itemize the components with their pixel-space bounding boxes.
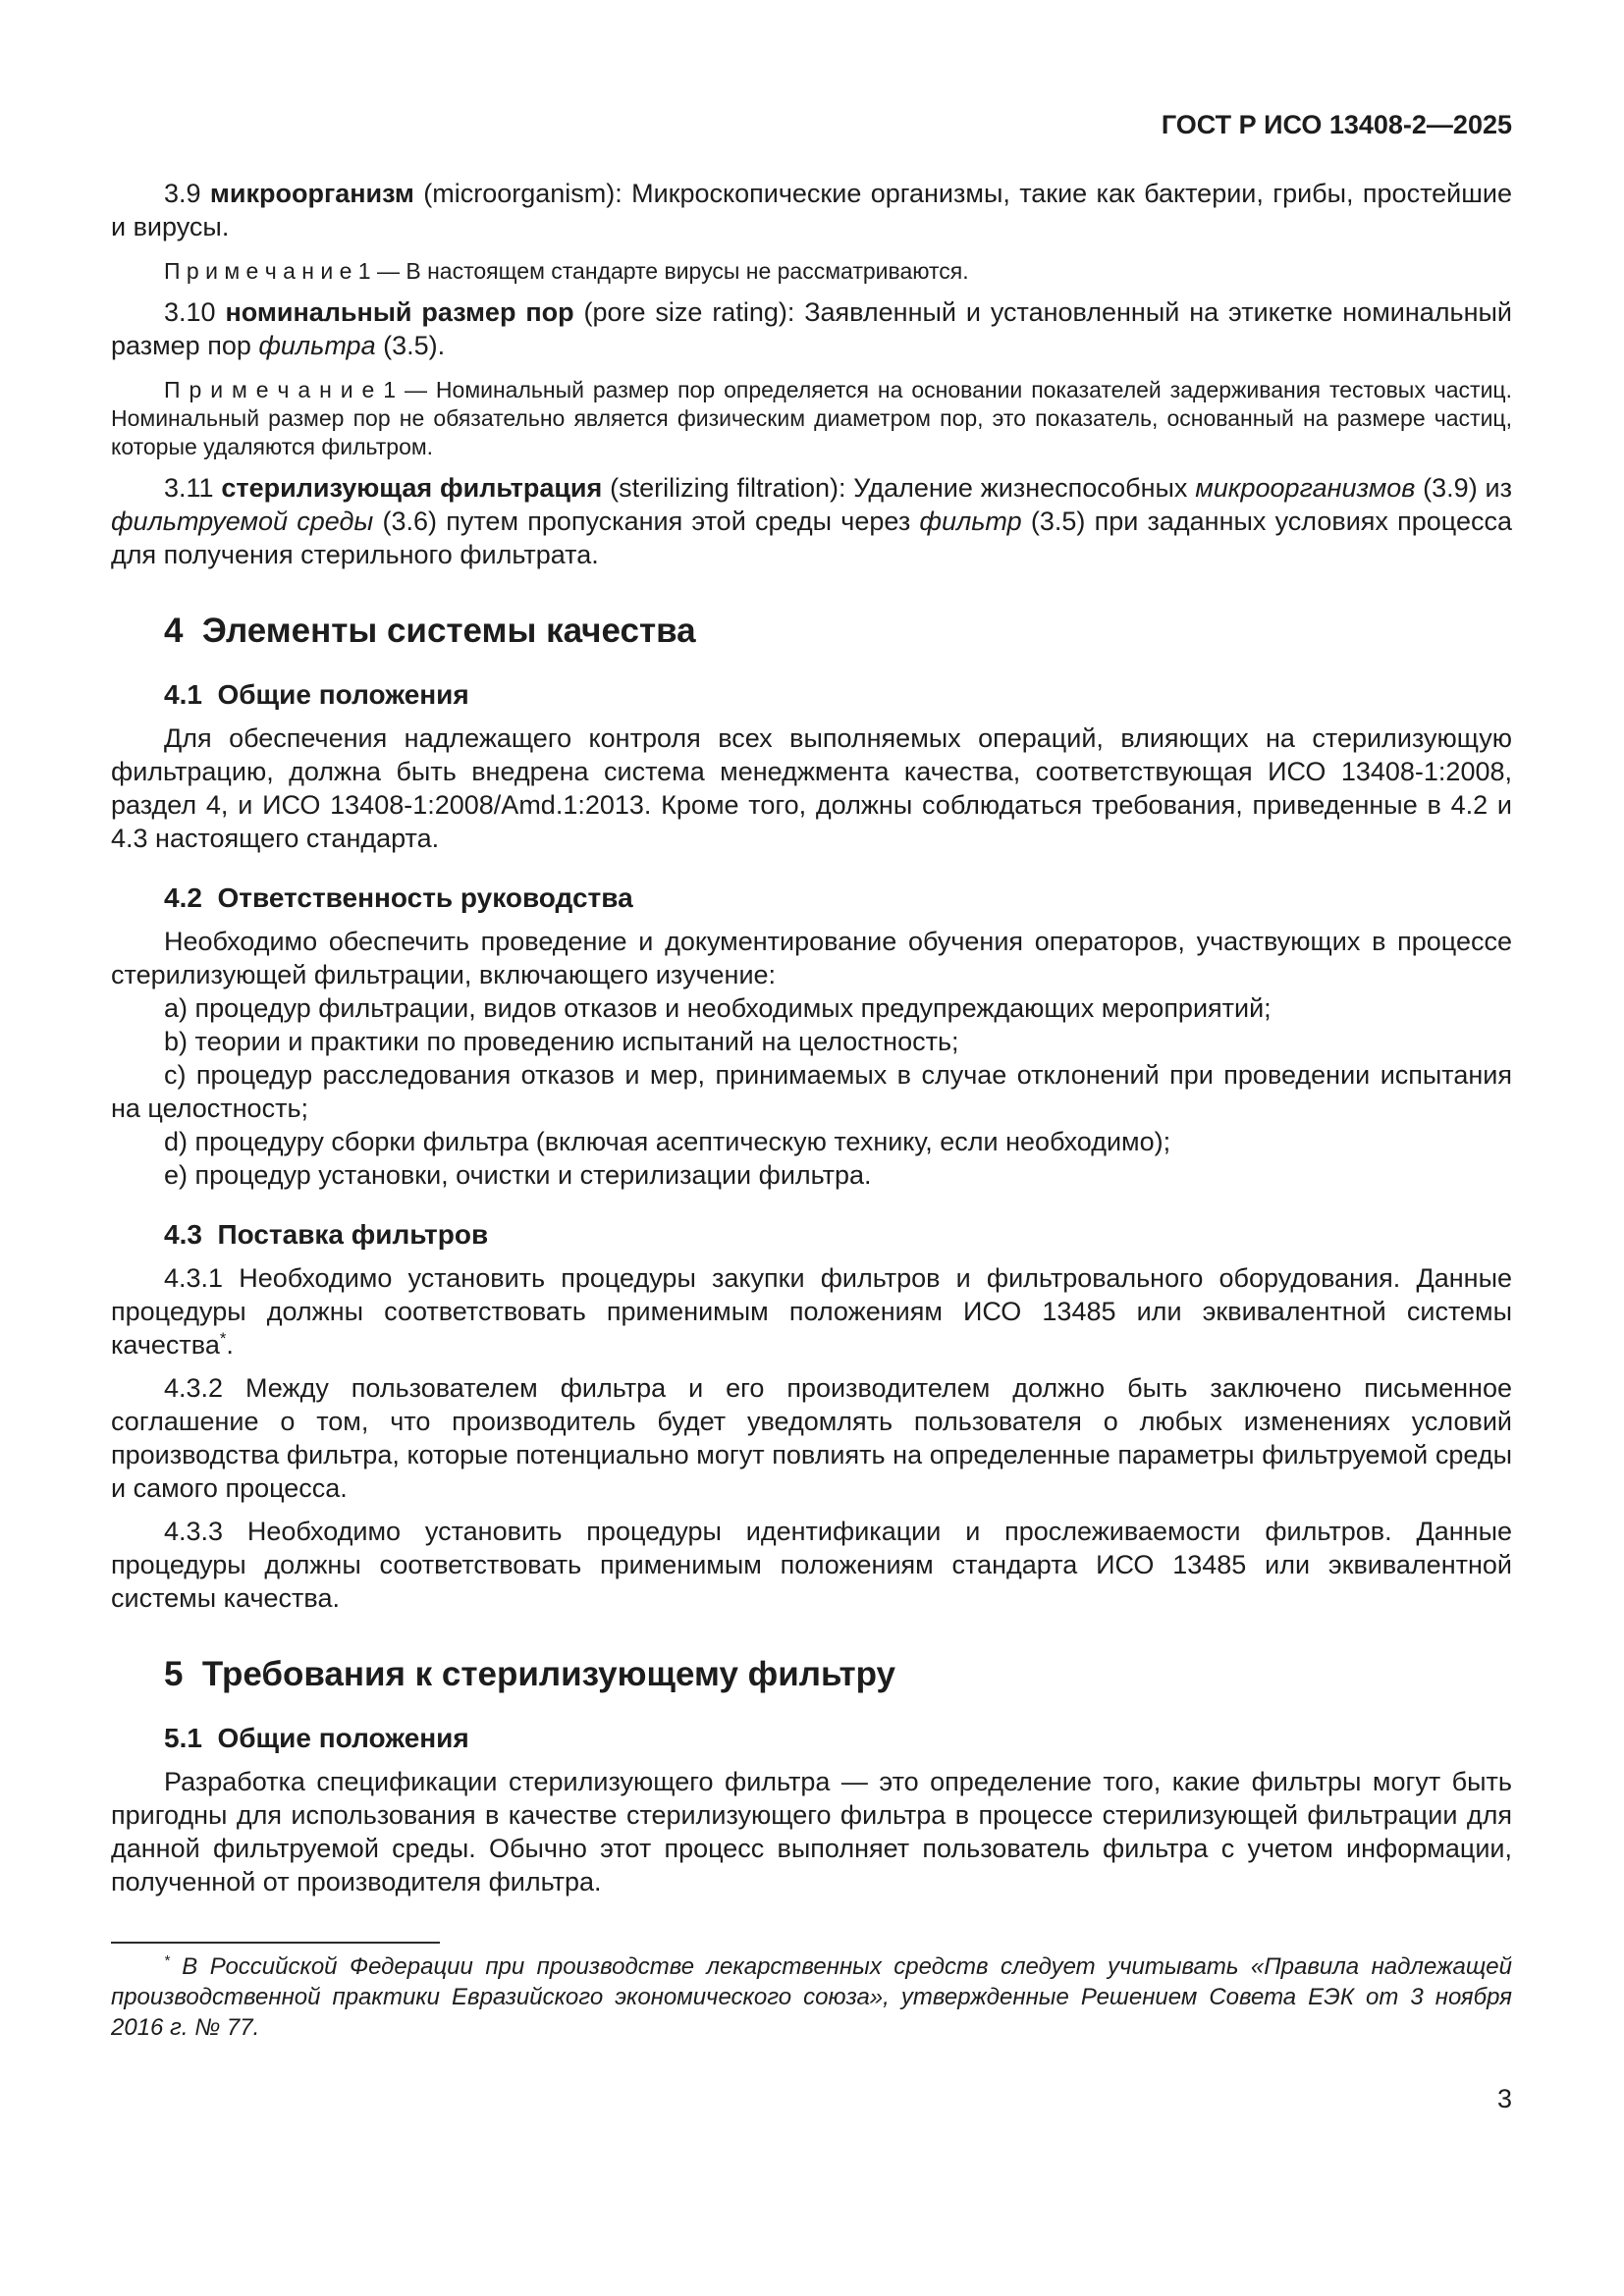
para-4-2-intro bbox=[111, 925, 1512, 991]
para-5-1 bbox=[111, 1765, 1512, 1898]
text-run: * bbox=[219, 1329, 227, 1348]
term-italic: фильтра bbox=[258, 331, 376, 360]
page-number: 3 bbox=[1496, 2084, 1512, 2113]
para-4-3-3 bbox=[111, 1515, 1512, 1615]
term-italic: * bbox=[164, 1953, 170, 1969]
text-run: . bbox=[226, 1330, 234, 1360]
text-run: (3.5). bbox=[375, 331, 446, 360]
heading-4-2 bbox=[111, 881, 1512, 915]
term-bold: стерилизующая фильтрация bbox=[221, 473, 603, 503]
text-run: c) процедур расследования отказов и мер, принимаемых в случае отклонений при проведении испытания на целостность; bbox=[111, 1060, 1512, 1123]
text-run: 4.2 Ответственность руководства bbox=[164, 882, 633, 913]
text-run: (3.9) из bbox=[1415, 473, 1512, 503]
term-italic: фильтр bbox=[919, 507, 1022, 536]
text-run: Необходимо обеспечить проведение и документирование обучения операторов, участвующих в процессе стерилизующей фильтрации, включающего изучение: bbox=[111, 927, 1512, 989]
term-bold: микроорганизм bbox=[209, 179, 414, 208]
footnote-separator bbox=[111, 1942, 440, 1944]
standard-code: ГОСТ Р ИСО 13408-2—2025 bbox=[1161, 110, 1512, 139]
document-header bbox=[111, 108, 1512, 141]
para-3-9 bbox=[111, 177, 1512, 243]
document-footer bbox=[111, 2082, 1512, 2115]
term-bold: номинальный размер пор bbox=[225, 297, 574, 327]
term-italic: микроорганизмов bbox=[1195, 473, 1416, 503]
text-run: Для обеспечения надлежащего контроля всех выполняемых операций, влияющих на стерилизующую фильтрацию, должна быть внедрена система менеджмента качества, соответствующая ИСО 13408-1:2008, раздел 4, и ИСО 13408-1:2008/Amd.1:2013. Кроме того, должны соблюдаться требования, приведенные в 4.2 и 4.3 настоящего стандарта. bbox=[111, 723, 1512, 853]
text-run: (microorganism): Микроскопические организмы, такие как бактерии, грибы, простейшие и вирусы. bbox=[111, 179, 1512, 241]
text-run: 4 Элементы системы качества bbox=[164, 612, 696, 650]
text-run: (pore size rating): Заявленный и установленный на этикетке номинальный размер пор bbox=[111, 297, 1512, 360]
list-item-c bbox=[111, 1058, 1512, 1125]
text-run: 5.1 Общие положения bbox=[164, 1723, 469, 1753]
text-run: П р и м е ч а н и е 1 — В настоящем стандарте вирусы не рассматриваются. bbox=[164, 258, 969, 284]
heading-4 bbox=[111, 611, 1512, 652]
list-item-a bbox=[111, 991, 1512, 1025]
heading-5 bbox=[111, 1654, 1512, 1695]
heading-4-1 bbox=[111, 677, 1512, 712]
note-3-10 bbox=[111, 376, 1512, 461]
text-run: 4.3.3 Необходимо установить процедуры идентификации и прослеживаемости фильтров. Данные процедуры должны соответствовать применимым положениям стандарта ИСО 13485 или эквивалентной системы качества. bbox=[111, 1517, 1512, 1613]
list-item-b bbox=[111, 1025, 1512, 1058]
term-italic: В Российской Федерации при производстве лекарственных средств следует учитывать «Правила надлежащей производственной практики Евразийского экономического союза», утвержденные Решением Совета ЕЭК от 3 ноября 2016 г. № 77. bbox=[111, 1953, 1512, 2041]
text-run: 5 Требования к стерилизующему фильтру bbox=[164, 1655, 895, 1693]
text-run: 3.10 bbox=[164, 297, 226, 327]
text-run: 4.3.1 Необходимо установить процедуры закупки фильтров и фильтровального оборудования. Данные процедуры должны соответствовать применимым положениям ИСО 13485 или эквивалентной системы качества bbox=[111, 1263, 1512, 1360]
para-3-11 bbox=[111, 471, 1512, 571]
text-run: П р и м е ч а н и е 1 — Номинальный размер пор определяется на основании показателей задерживания тестовых частиц. Номинальный размер пор не обязательно является физическим диаметром пор, это показатель, основанный на размере частиц, которые удаляются фильтром. bbox=[111, 377, 1512, 459]
para-4-3-1 bbox=[111, 1261, 1512, 1362]
text-run: 4.1 Общие положения bbox=[164, 679, 469, 710]
para-4-3-2 bbox=[111, 1371, 1512, 1505]
footnote-1 bbox=[111, 1951, 1512, 2043]
text-run: a) процедур фильтрации, видов отказов и необходимых предупреждающих мероприятий; bbox=[164, 993, 1272, 1023]
text-run: e) процедур установки, очистки и стерилизации фильтра. bbox=[164, 1160, 872, 1190]
text-run: (3.6) путем пропускания этой среды через bbox=[373, 507, 920, 536]
term-italic: фильтруемой среды bbox=[111, 507, 374, 536]
list-item-d bbox=[111, 1125, 1512, 1158]
text-run: 3.11 bbox=[164, 473, 222, 503]
heading-5-1 bbox=[111, 1721, 1512, 1755]
text-run: (3.5) при заданных условиях процесса для получения стерильного фильтрата. bbox=[111, 507, 1512, 569]
text-run: Разработка спецификации стерилизующего фильтра — это определение того, какие фильтры могут быть пригодны для использования в качестве стерилизующего фильтра в процессе стерилизующей фильтрации для данной фильтруемой среды. Обычно этот процесс выполняет пользователь фильтра с учетом информации, полученной от производителя фильтра. bbox=[111, 1767, 1512, 1896]
text-run: (sterilizing filtration): Удаление жизнеспособных bbox=[602, 473, 1196, 503]
text-run: b) теории и практики по проведению испытаний на целостность; bbox=[164, 1027, 959, 1056]
text-run: d) процедуру сборки фильтра (включая асептическую технику, если необходимо); bbox=[164, 1127, 1171, 1156]
document-blocks bbox=[111, 177, 1512, 2043]
note-3-9 bbox=[111, 257, 1512, 286]
text-run: 4.3 Поставка фильтров bbox=[164, 1219, 489, 1250]
heading-4-3 bbox=[111, 1217, 1512, 1252]
text-run: 3.9 bbox=[164, 179, 210, 208]
text-run: 4.3.2 Между пользователем фильтра и его производителем должно быть заключено письменное соглашение о том, что производитель будет уведомлять пользователя о любых изменениях условий производства фильтра, которые потенциально могут повлиять на определенные параметры фильтруемой среды и самого процесса. bbox=[111, 1373, 1512, 1503]
list-item-e bbox=[111, 1158, 1512, 1192]
para-4-1 bbox=[111, 721, 1512, 855]
para-3-10 bbox=[111, 295, 1512, 362]
